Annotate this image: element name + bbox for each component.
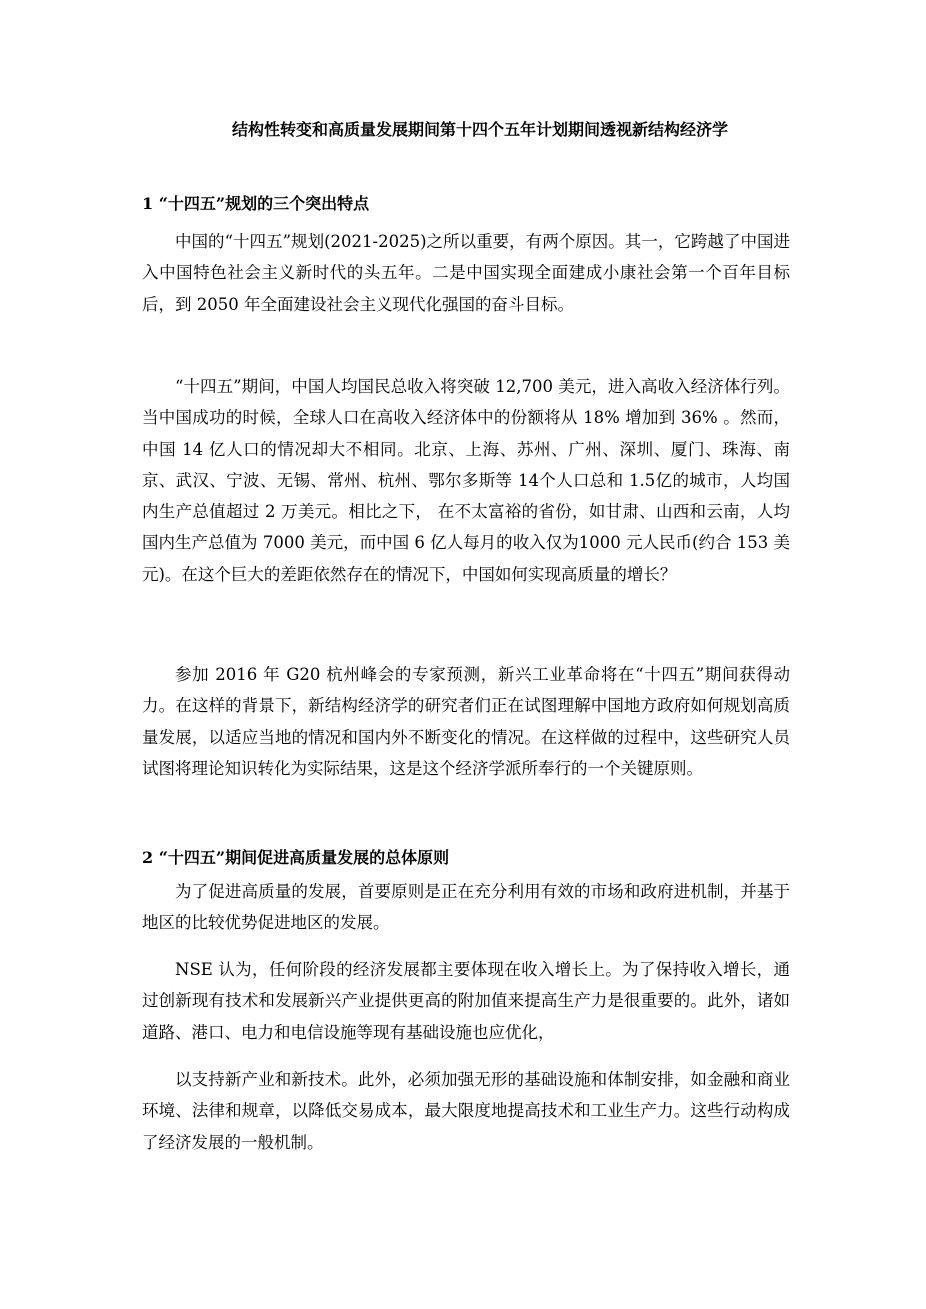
section-2-paragraph-1: 为了促进高质量的发展，首要原则是正在充分利用有效的市场和政府进机制，并基于地区的比较优势促进地区的发展。	[142, 882, 790, 933]
section-2-paragraph-3: 以支持新产业和新技术。此外，必须加强无形的基础设施和体制安排，如金融和商业环境、法律和规章，以降低交易成本，最大限度地提高技术和工业生产力。这些行动构成了经济发展的一般机制。	[142, 1070, 790, 1152]
section-2-paragraph-2: NSE 认为，任何阶段的经济发展都主要体现在收入增长上。为了保持收入增长，通过创新现有技术和发展新兴产业提供更高的附加值来提高生产力是很重要的。此外，诸如道路、港口、电力和电信设施等现有基础设施也应优化，	[142, 960, 790, 1042]
section-1-paragraph-2: “十四五”期间，中国人均国民总收入将突破 12,700 美元，进入高收入经济体行列。当中国成功的时候，全球人口在高收入经济体中的份额将从 18% 增加到 36% 。然而，中国 14 亿人口的情况却大不相同。北京、上海、苏州、广州、深圳、厦门、珠海、南京、武汉、宁波、无锡、常州、杭州、鄂尔多斯等 14个人口总和 1.5亿的城市，人均国内生产总值超过 2 万美元。相比之下， 在不太富裕的省份，如甘肃、山西和云南，人均国内生产总值为 7000 美元，而中国 6 亿人每月的收入仅为1000 元人民币(约合 153 美元)。在这个巨大的差距依然存在的情况下，中国如何实现高质量的增长？	[142, 377, 791, 584]
section-1-paragraph-1: 中国的“十四五”规划(2021-2025)之所以重要，有两个原因。其一，它跨越了中国进入中国特色社会主义新时代的头五年。二是中国实现全面建成小康社会第一个百年目标后，到 2050 年全面建设社会主义现代化强国的奋斗目标。	[142, 232, 790, 314]
section-2-heading: 2 “十四五”期间促进高质量发展的总体原则	[142, 848, 450, 867]
document-title: 结构性转变和高质量发展期间第十四个五年计划期间透视新结构经济学	[231, 120, 728, 139]
section-1-heading: 1 “十四五”规划的三个突出特点	[142, 194, 370, 213]
section-1-paragraph-3: 参加 2016 年 G20 杭州峰会的专家预测，新兴工业革命将在“十四五”期间获得动力。在这样的背景下，新结构经济学的研究者们正在试图理解中国地方政府如何规划高质量发展，以适应当地的情况和国内外不断变化的情况。在这样做的过程中，这些研究人员试图将理论知识转化为实际结果，这是这个经济学派所奉行的一个关键原则。	[142, 665, 790, 778]
